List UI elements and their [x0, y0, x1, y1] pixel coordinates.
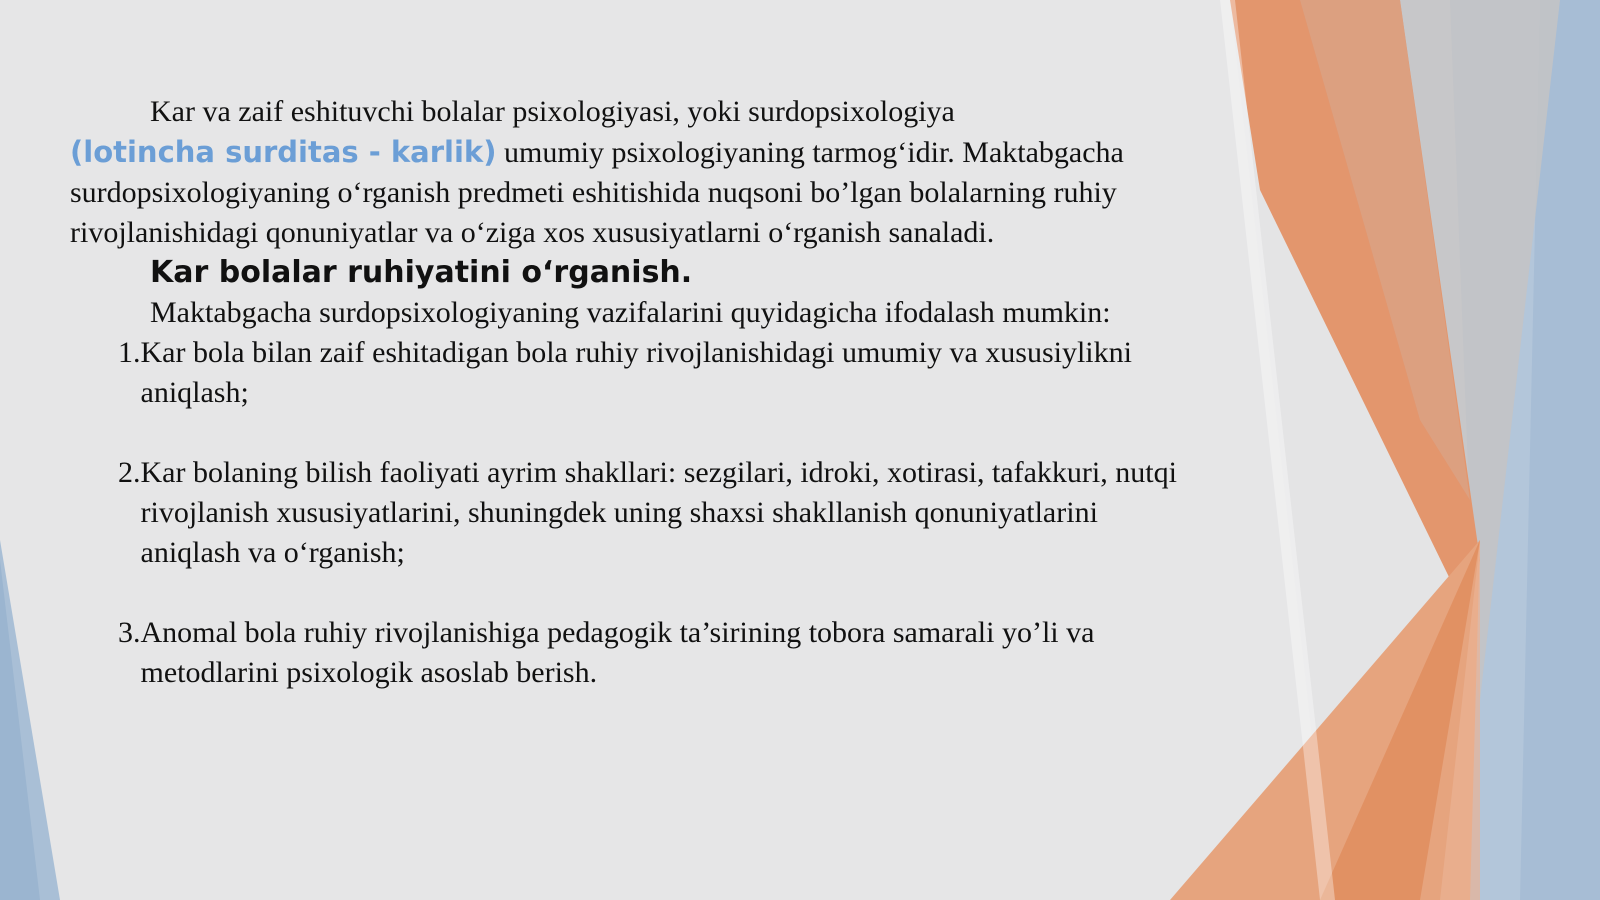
list-number: 3. [118, 616, 141, 649]
slide-content [70, 92, 1200, 693]
list-item [118, 333, 1200, 413]
intro-paragraph [70, 92, 1200, 253]
list-number: 2. [118, 456, 141, 489]
list-text: Kar bolaning bilish faoliyati ayrim shakllari: sezgilari, idroki, xotirasi, tafakkuri, nutqi rivojlanish xususiyatlarini, shuningdek uning shaxsi shakllanish qonuniyatlarini aniqlash va o‘rganish; [140, 456, 1177, 569]
latin-term: (lotincha surditas - karlik) [70, 135, 497, 169]
tasks-intro: Maktabgacha surdopsixologiyaning vazifalarini quyidagicha ifodalash mumkin: [150, 296, 1111, 329]
task-list [70, 333, 1200, 693]
intro-lead: Kar va zaif eshituvchi bolalar psixologiyasi, yoki surdopsixologiya [150, 95, 955, 128]
list-text: Anomal bola ruhiy rivojlanishiga pedagogik ta’sirining tobora samarali yo’li va metodlarini psixologik asoslab berish. [140, 616, 1095, 689]
intro-rest: umumiy psixologiyaning tarmog‘idir. Maktabgacha surdopsixologiyaning o‘rganish predmeti eshitishida nuqsoni bo’lgan bolalarning ruhiy rivojlanishidagi qonuniyatlar va o‘ziga xos xususiyatlarni o‘rganish sanaladi. [70, 136, 1124, 249]
list-item [118, 453, 1200, 573]
list-number: 1. [118, 336, 141, 369]
list-text: Kar bola bilan zaif eshitadigan bola ruhiy rivojlanishidagi umumiy va xususiylikni aniqlash; [140, 336, 1132, 409]
list-item [118, 613, 1200, 693]
section-heading: Kar bolalar ruhiyatini o‘rganish. [150, 255, 693, 290]
